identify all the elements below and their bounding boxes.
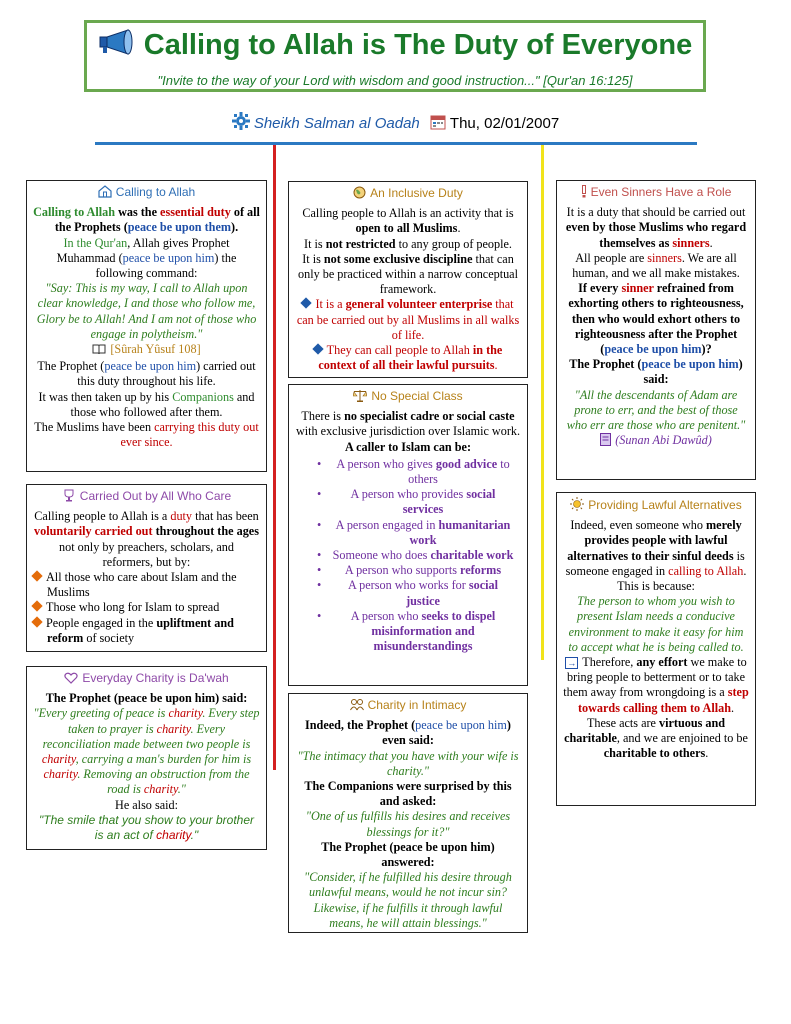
box-calling-to-allah: Calling to Allah Calling to Allah was the essential duty of all the Prophets (peace be upon them). In the Qur'an, Allah gives Prophet Muhammad (peace be upon him) the following command: "Say: This is my way, I call to Allah upon clear knowledge, I and those who follow me, Glory be to Allah! And I am not of those who engage in polytheism." [Sûrah Yûsuf 108] The Prophet (peace be upon him) carried out this duty throughout his life. It was then taken up by his Companions and those who followed after them. The Muslims have been carrying this duty out ever since. bbox=[26, 180, 267, 472]
arrow-right-icon: → bbox=[567, 658, 577, 669]
list-item: All those who care about Islam and the Muslims bbox=[46, 570, 237, 600]
heart-icon bbox=[64, 672, 78, 688]
calendar-icon bbox=[430, 114, 446, 134]
quran-quote: "Say: This is my way, I call to Allah upon clear knowledge, I and those who follow me, Glory be to Allah! And I am not of those who engage in polytheism." bbox=[36, 281, 257, 341]
box-heading: Calling to Allah bbox=[33, 185, 260, 202]
box-no-special-class: No Special Class There is no specialist cadre or social caste with exclusive jurisdiction over Islamic work. A caller to Islam can be: • A person who gives good advice to others • A person who provides social services • A person engaged in humanitarian work • Someone who does charitable work • A person who supports reforms • A person who works for social justice • A person who seeks to dispel misinformation and misunderstandings bbox=[288, 384, 528, 686]
list-item: • A person who provides social services bbox=[295, 487, 521, 517]
box-carried-out: Carried Out by All Who Care Calling people to Allah is a duty that has been voluntarily carried out throughout the ages not only by preachers, scholars, and reformers, but by: All those who care about Islam and the Muslims Those who long for Islam to spread People engaged in the upliftment and reform of society bbox=[26, 484, 267, 652]
box-heading: Everyday Charity is Da'wah bbox=[33, 671, 260, 688]
megaphone-icon bbox=[98, 29, 136, 63]
book-icon bbox=[92, 344, 106, 359]
red-connector-line bbox=[273, 145, 276, 770]
box-heading: Carried Out by All Who Care bbox=[33, 489, 260, 506]
exclamation-icon bbox=[581, 185, 587, 202]
list-item: • Someone who does charitable work bbox=[295, 548, 521, 563]
box-inclusive-duty: An Inclusive Duty Calling people to Allah is an activity that is open to all Muslims. It is not restricted to any group of people. It is not some exclusive discipline that can only be practiced within a narrow conceptual framework. It is a general volunteer enterprise that can be carried out by all Muslims in all walks of life. They can call people to Allah in the context of all their lawful pursuits. bbox=[288, 181, 528, 378]
page-title bbox=[87, 29, 703, 63]
box-even-sinners: Even Sinners Have a Role It is a duty that should be carried out even by those Muslims who regard themselves as sinners. All people are sinners. We are all human, and we all make mistakes. If every sinner refrained from exhorting others to righteousness, then who would exhort others to righteousness after the Prophet (peace be upon him)? The Prophet (peace be upon him) said: "All the descendants of Adam are prone to err, and the best of those who err are those who are penitent." (Sunan Abi Dawûd) bbox=[556, 180, 756, 480]
box-heading: No Special Class bbox=[295, 389, 521, 406]
box-heading: Even Sinners Have a Role bbox=[563, 185, 749, 202]
globe-icon bbox=[353, 186, 366, 203]
box-heading: An Inclusive Duty bbox=[295, 186, 521, 203]
list-item: • A person who gives good advice to others bbox=[295, 457, 521, 487]
box-charity-intimacy: Charity in Intimacy Indeed, the Prophet (peace be upon him) even said: "The intimacy that you have with your wife is charity." The Companions were surprised by this and asked: "One of us fulfills his desires and receives blessings for it?" The Prophet (peace be upon him) answered: "Consider, if he fulfilled his desire through unlawful means, would he not incur sin? Likewise, if he fulfills it through lawful means, he will attain blessings." bbox=[288, 693, 528, 933]
header-quote: "Invite to the way of your Lord with wisdom and good instruction..." [Qur'an 16:125] bbox=[157, 73, 633, 88]
list-item: Those who long for Islam to spread bbox=[46, 600, 220, 615]
post-date: Thu, 02/01/2007 bbox=[449, 115, 560, 132]
author-name: Sheikh Salman al Oadah bbox=[253, 115, 420, 132]
list-item: • A person who seeks to dispel misinformation and misunderstandings bbox=[295, 609, 521, 655]
sun-icon bbox=[570, 497, 584, 515]
yellow-connector-line bbox=[541, 145, 544, 660]
hadith-book-icon bbox=[600, 433, 611, 450]
byline bbox=[0, 112, 791, 134]
trophy-icon bbox=[62, 489, 76, 506]
list-item: • A person who supports reforms bbox=[295, 563, 521, 578]
couple-icon bbox=[350, 698, 364, 715]
box-everyday-charity: Everyday Charity is Da'wah The Prophet (peace be upon him) said: "Every greeting of peace is charity. Every step taken to prayer is charity. Every reconciliation made between two people is charity, carrying a man's burden for him is charity. Removing an obstruction from the road is charity." He also said: "The smile that you show to your brother is an act of charity." bbox=[26, 666, 267, 850]
caller-list bbox=[295, 457, 521, 655]
header-divider bbox=[95, 142, 697, 145]
box-lawful-alternatives: Providing Lawful Alternatives Indeed, even someone who merely provides people with lawful alternatives to their sinful deeds is someone engaged in calling to Allah. This is because: The person to whom you wish to present Islam needs a conducive environment to make it easy for him to accept what he is being called to. → Therefore, any effort we make to bring people to betterment or to take them away from wrongdoing is a step towards calling them to Allah. These acts are virtuous and charitable, and we are enjoined to be charitable to others. bbox=[556, 492, 756, 806]
box-heading: Providing Lawful Alternatives bbox=[563, 497, 749, 515]
puzzle-icon bbox=[232, 112, 250, 134]
mosque-icon bbox=[98, 185, 112, 202]
title-banner bbox=[84, 20, 706, 92]
title-text: Calling to Allah is The Duty of Everyone bbox=[143, 29, 693, 61]
scales-icon bbox=[353, 389, 367, 406]
list-item: • A person who works for social justice bbox=[295, 578, 521, 608]
box-heading: Charity in Intimacy bbox=[295, 698, 521, 715]
list-item: • A person engaged in humanitarian work bbox=[295, 518, 521, 548]
